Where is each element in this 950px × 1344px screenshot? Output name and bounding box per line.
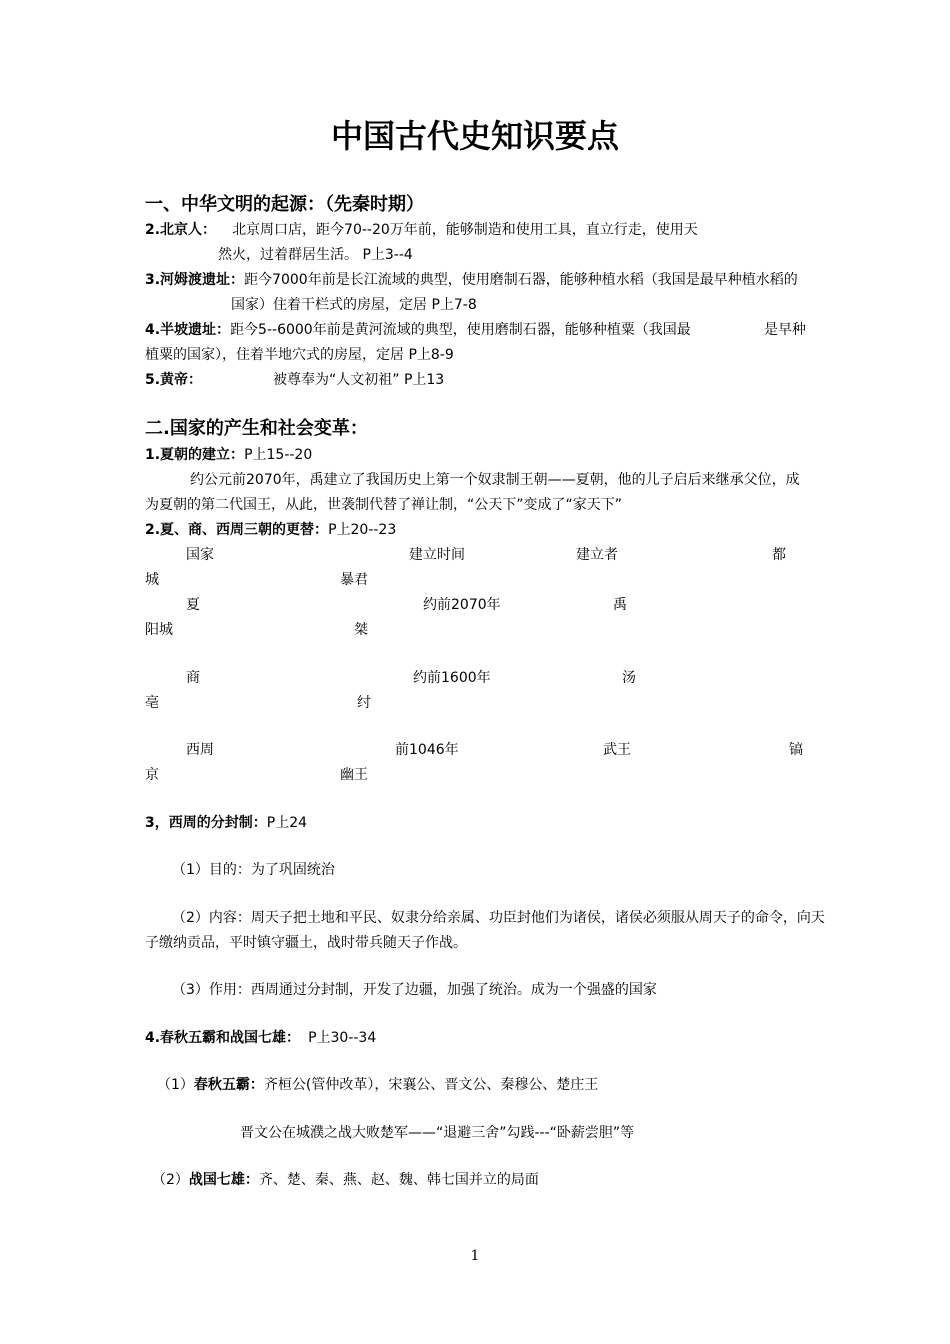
table-row-zhou-time: 前1046年 [395,742,459,758]
item-banpo [145,320,691,340]
xia-ref: P上15--20 [244,447,313,463]
fengjian-content-line1: （2）内容：周天子把土地和平民、奴隶分给亲属、功臣封他们为诸侯，诸侯必须服从周天子的命令，向天 [172,910,825,926]
wuba-note: 晋文公在城濮之战大败楚军——“退避三舍”勾践---“卧薪尝胆”等 [240,1125,635,1141]
chunqiu-heading [145,1028,376,1048]
fengjian-heading [145,813,307,833]
section2-heading: 二.国家的产生和社会变革： [145,418,368,439]
table-header-country: 国家 [186,547,214,563]
item-banpo-line2: 植粟的国家），住着半地穴式的房屋，定居 P上8-9 [145,347,454,363]
table-row-zhou-tyrant: 幽王 [340,767,368,783]
table-row-xia-tyrant: 桀 [354,622,368,638]
table-header-founder: 建立者 [576,547,618,563]
table-header-tyrant: 暴君 [340,572,368,588]
qixiong-label: 战国七雄： [188,1172,259,1188]
item-text: 距今7000年前是长江流域的典型，使用磨制石器，能够种植水稻（我国是最早种植水稻的 [244,272,798,288]
item-huangdi-text: 被尊奉为“人文初祖” P上13 [273,372,445,388]
xia-label: 1.夏朝的建立： [145,447,245,463]
table-row-zhou-founder: 武王 [603,742,631,758]
table-header-time: 建立时间 [409,547,465,563]
item-label: 2.北京人： [145,222,217,238]
table-header-capital: 都 [772,547,786,563]
table-row-xia-capital: 阳城 [145,622,173,638]
table-header-capital-cont: 城 [145,572,159,588]
dynasties-heading [145,520,396,540]
fengjian-purpose: （1）目的：为了巩固统治 [172,862,335,878]
table-row-xia-time: 约前2070年 [423,597,501,613]
item-label: 3.河姆渡遗址： [145,272,245,288]
wuba-text: 齐桓公(管仲改革），宋襄公、晋文公、秦穆公、楚庄王 [263,1077,599,1093]
dynasties-label: 2.夏、商、西周三朝的更替： [145,522,329,538]
xia-para-line1: 约公元前2070年，禹建立了我国历史上第一个奴隶制王朝——夏朝，他的儿子启后来继承父位，成 [190,472,800,488]
table-row-xia-founder: 禹 [613,597,627,613]
qixiong-prefix: （2） [152,1172,189,1188]
item-text: 距今5--6000年前是黄河流域的典型，使用磨制石器，能够种植粟（我国最 [230,322,691,338]
chunqiu-label: 4.春秋五霸和战国七雄： [145,1030,301,1046]
item-beijingren-line2: 然火，过着群居生活。 P上3--4 [218,247,413,263]
item-label: 5.黄帝： [145,372,203,388]
table-row-zhou-capital: 镐 [789,742,803,758]
table-row-shang-founder: 汤 [622,670,636,686]
fengjian-ref: P上24 [266,815,308,831]
page-title: 中国古代史知识要点 [330,117,619,155]
table-row-shang-tyrant: 纣 [357,695,371,711]
section1-heading: 一、中华文明的起源：（先秦时期） [145,194,424,215]
chunqiu-ref: P上30--34 [308,1030,377,1046]
table-row-zhou-country: 西周 [186,742,214,758]
item-beijingren [145,220,698,240]
item-label: 4.半坡遗址： [145,322,231,338]
fengjian-effect: （3）作用：西周通过分封制，开发了边疆，加强了统治。成为一个强盛的国家 [172,982,657,998]
item-hemudu-line2: 国家）住着干栏式的房屋，定居 P上7-8 [231,297,477,313]
xia-para-line2: 为夏朝的第二代国王，从此，世袭制代替了禅让制，“公天下”变成了“家天下” [145,497,623,513]
table-row-xia-country: 夏 [186,597,200,613]
fengjian-label: 3，西周的分封制： [145,815,267,831]
table-row-shang-time: 约前1600年 [413,670,491,686]
fengjian-content-line2: 子缴纳贡品，平时镇守疆土，战时带兵随天子作战。 [145,935,467,951]
item-banpo-line1b: 是早种 [764,322,806,338]
dynasties-ref: P上20--23 [328,522,397,538]
wuba-prefix: （1） [157,1077,194,1093]
table-row-shang-country: 商 [186,670,200,686]
wuba-label: 春秋五霸： [193,1077,264,1093]
wuba-line [157,1075,598,1095]
table-row-shang-capital: 亳 [145,695,159,711]
item-text: 北京周口店，距今70--20万年前，能够制造和使用工具，直立行走，使用天 [232,222,698,238]
qixiong-line [152,1170,539,1190]
item-hemudu [145,270,798,290]
table-row-zhou-capital-cont: 京 [145,767,159,783]
xia-heading [145,445,312,465]
item-huangdi [145,370,202,390]
qixiong-text: 齐、楚、秦、燕、赵、魏、韩七国并立的局面 [258,1172,539,1188]
page-number: 1 [470,1248,480,1264]
